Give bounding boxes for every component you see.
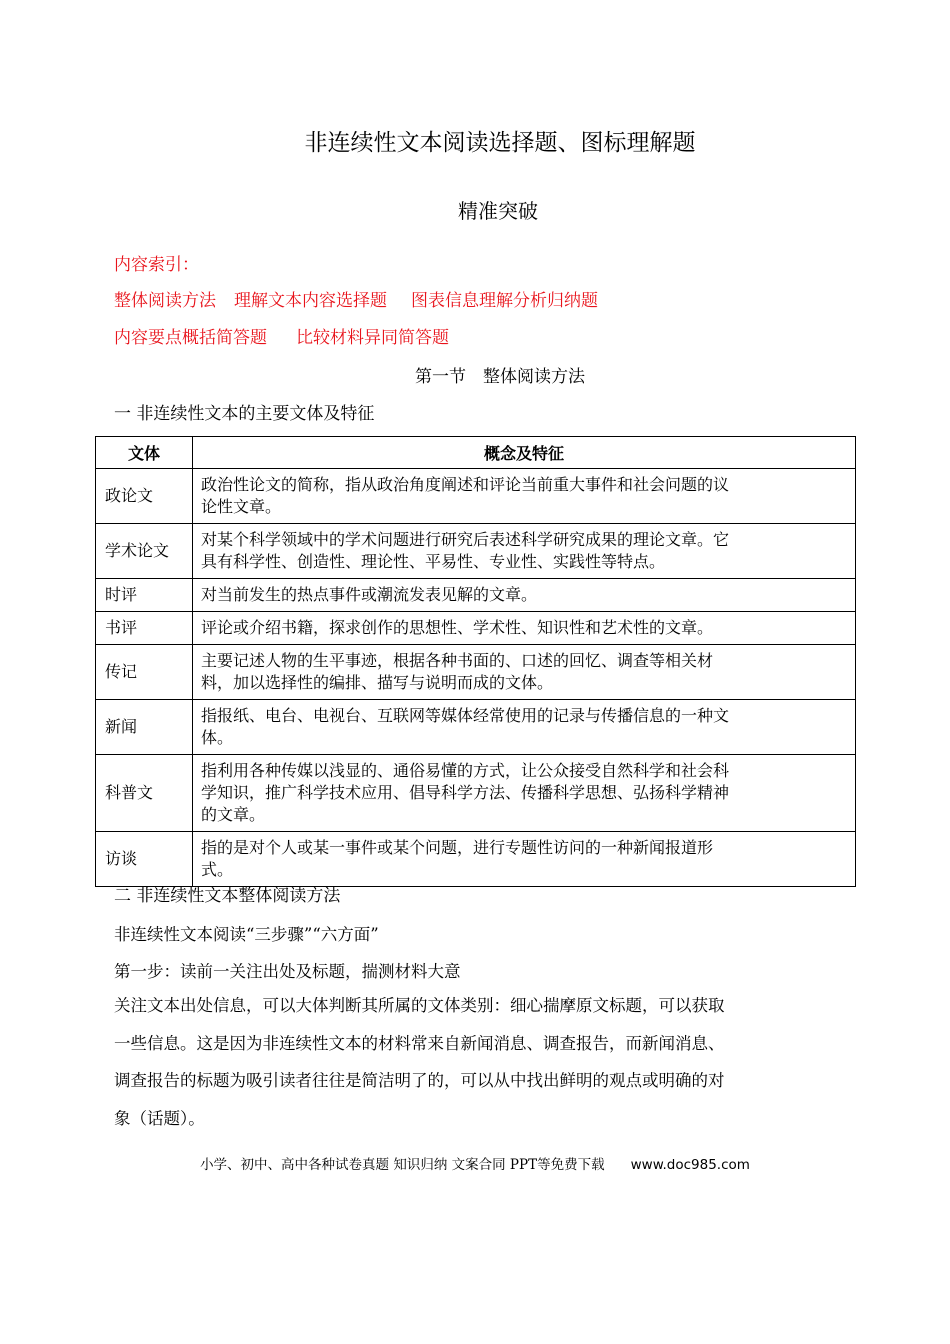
subheading-methods: 二 非连续性文本整体阅读方法 — [114, 886, 341, 906]
description-cell — [193, 755, 856, 832]
genre-cell: 科普文 — [96, 755, 193, 832]
table-row — [96, 832, 856, 887]
description-line: 指利用各种传媒以浅显的、通俗易懂的方式，让公众接受自然科学和社会科 — [201, 761, 730, 780]
table-header-features: 概念及特征 — [193, 437, 856, 469]
index-item-summary: 内容要点概括简答题 — [114, 328, 267, 348]
steps-intro: 非连续性文本阅读“三步骤”“六方面” — [114, 925, 379, 944]
description-cell — [193, 579, 856, 612]
table-row — [96, 700, 856, 755]
index-row-2 — [114, 323, 449, 348]
description-line: 指报纸、电台、电视台、互联网等媒体经常使用的记录与传播信息的一种文 — [201, 706, 730, 725]
page-footer — [0, 1153, 950, 1173]
genre-cell: 学术论文 — [96, 524, 193, 579]
description-line: 体。 — [201, 728, 234, 747]
genre-cell: 书评 — [96, 612, 193, 645]
paragraph-line: 象（话题）。 — [114, 1108, 205, 1128]
description-cell — [193, 832, 856, 887]
genre-cell: 传记 — [96, 645, 193, 700]
table-row — [96, 524, 856, 579]
description-cell — [193, 612, 856, 645]
description-line: 主要记述人物的生平事迹，根据各种书面的、口述的回忆、调查等相关材 — [201, 651, 714, 670]
description-line: 学知识，推广科学技术应用、倡导科学方法、传播科学思想、弘扬科学精神 — [201, 783, 730, 802]
table-row — [96, 469, 856, 524]
table-row — [96, 645, 856, 700]
table-row — [96, 579, 856, 612]
genre-cell: 新闻 — [96, 700, 193, 755]
index-heading: 内容索引： — [114, 255, 199, 275]
genre-cell: 访谈 — [96, 832, 193, 887]
description-line: 的文章。 — [201, 805, 266, 824]
table-row — [96, 755, 856, 832]
table-header-row — [96, 437, 856, 469]
description-line: 对当前发生的热点事件或潮流发表见解的文章。 — [201, 585, 538, 604]
description-cell — [193, 524, 856, 579]
step-one: 第一步：读前一关注出处及标题，揣测材料大意 — [114, 962, 461, 981]
document-subtitle: 精准突破 — [458, 199, 538, 223]
description-line: 论性文章。 — [201, 497, 282, 516]
paragraph-line: 调查报告的标题为吸引读者往往是简洁明了的，可以从中找出鲜明的观点或明确的对 — [114, 1071, 725, 1090]
description-line: 指的是对个人或某一事件或某个问题，进行专题性访问的一种新闻报道形 — [201, 838, 714, 857]
body-paragraph — [114, 995, 834, 1145]
genre-cell: 时评 — [96, 579, 193, 612]
genre-table — [95, 436, 856, 887]
document-title: 非连续性文本阅读选择题、图标理解题 — [304, 130, 696, 156]
description-line: 具有科学性、创造性、理论性、平易性、专业性、实践性等特点。 — [201, 552, 666, 571]
index-row-1 — [114, 286, 598, 311]
description-cell — [193, 700, 856, 755]
description-line: 式。 — [201, 860, 234, 879]
table-header-genre: 文体 — [96, 437, 193, 469]
index-item-compare: 比较材料异同简答题 — [296, 328, 449, 348]
index-item-chart-analysis: 图表信息理解分析归纳题 — [411, 291, 598, 311]
description-cell — [193, 645, 856, 700]
description-cell — [193, 469, 856, 524]
index-item-comprehension: 理解文本内容选择题 — [234, 291, 387, 311]
genre-cell: 政论文 — [96, 469, 193, 524]
index-item-whole-reading: 整体阅读方法 — [114, 291, 216, 311]
paragraph-line: 关注文本出处信息，可以大体判断其所属的文体类别：细心揣摩原文标题，可以获取 — [114, 996, 725, 1015]
description-line: 政治性论文的简称，指从政治角度阐述和评论当前重大事件和社会问题的议 — [201, 475, 730, 494]
description-line: 料，加以选择性的编排、描写与说明而成的文体。 — [201, 673, 554, 692]
description-line: 对某个科学领域中的学术问题进行研究后表述科学研究成果的理论文章。它 — [201, 530, 730, 549]
footer-text: 小学、初中、高中各种试卷真题 知识归纳 文案合同 PPT等免费下载 — [200, 1157, 605, 1173]
section-title: 第一节 整体阅读方法 — [415, 367, 585, 387]
description-line: 评论或介绍书籍，探求创作的思想性、学术性、知识性和艺术性的文章。 — [201, 618, 714, 637]
paragraph-line: 一些信息。这是因为非连续性文本的材料常来自新闻消息、调查报告，而新闻消息、 — [114, 1033, 725, 1053]
subheading-genres: 一 非连续性文本的主要文体及特征 — [114, 404, 375, 424]
footer-url: www.doc985.com — [630, 1157, 750, 1173]
table-row — [96, 612, 856, 645]
